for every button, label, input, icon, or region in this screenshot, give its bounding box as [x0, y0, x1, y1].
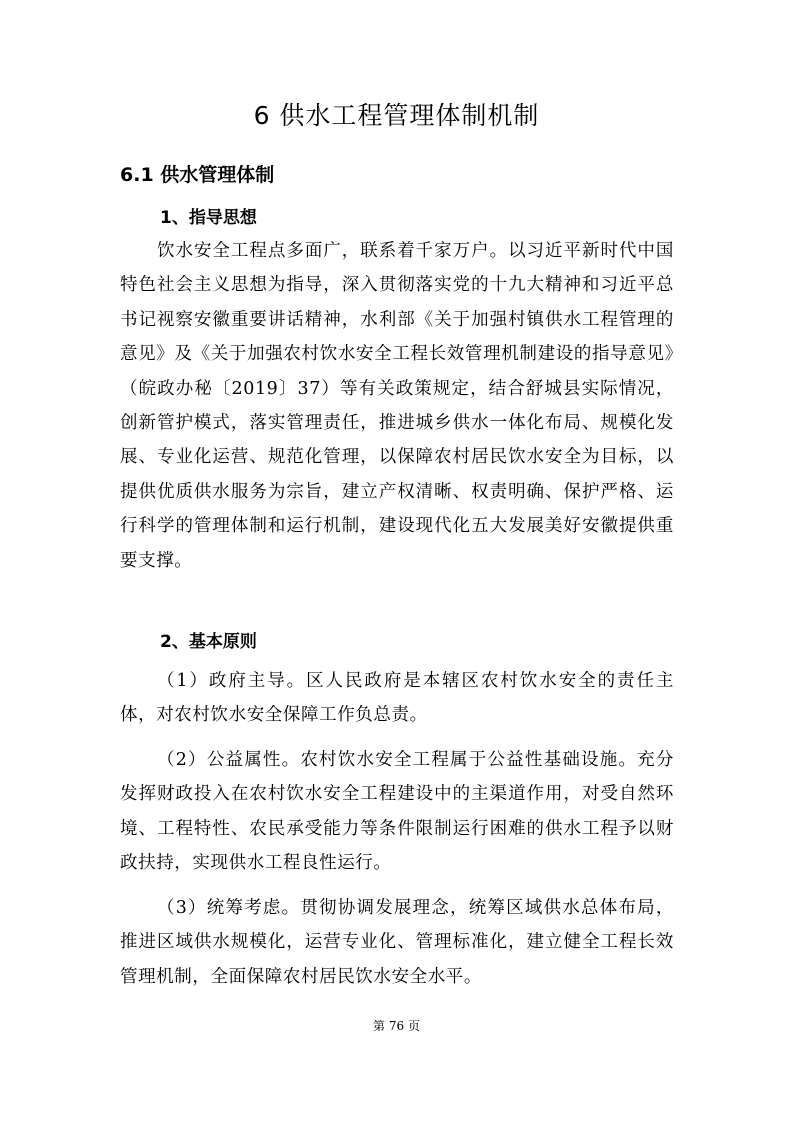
principle-item: （3）统筹考虑。贯彻协调发展理念，统筹区域供水总体布局，推进区域供水规模化，运营专业化、管理标准化，建立健全工程长效管理机制，全面保障农村居民饮水安全水平。	[120, 898, 674, 987]
principle-item: （2）公益属性。农村饮水安全工程属于公益性基础设施。充分发挥财政投入在农村饮水安全工程建设中的主渠道作用，对受自然环境、工程特性、农民承受能力等条件限制运行困难的供水工程予以财政扶持，实现供水工程良性运行。	[120, 750, 674, 874]
page-number: 第 76 页	[373, 1019, 420, 1033]
guiding-paragraph: 饮水安全工程点多面广，联系着千家万户。以习近平新时代中国特色社会主义思想为指导，深入贯彻落实党的十九大精神和习近平总书记视察安徽重要讲话精神，水利部《关于加强村镇供水工程管理的意见》及《关于加强农村饮水安全工程长效管理机制建设的指导意见》（皖政办秘〔2019〕37）等有关政策规定，结合舒城县实际情况，创新管护模式，落实管理责任，推进城乡供水一体化布局、规模化发展、专业化运营、规范化管理，以保障农村居民饮水安全为目标，以提供优质供水服务为宗旨，建立产权清晰、权责明确、保护严格、运行科学的管理体制和运行机制，建设现代化五大发展美好安徽提供重要支撑。	[120, 241, 674, 571]
principle-item: （1）政府主导。区人民政府是本辖区农村饮水安全的责任主体，对农村饮水安全保障工作负总责。	[120, 671, 674, 726]
section-title: 6.1 供水管理体制	[120, 164, 275, 186]
chapter-title: 6 供水工程管理体制机制	[253, 101, 540, 130]
principles-heading: 2、基本原则	[160, 632, 257, 652]
guiding-heading: 1、指导思想	[160, 208, 257, 228]
